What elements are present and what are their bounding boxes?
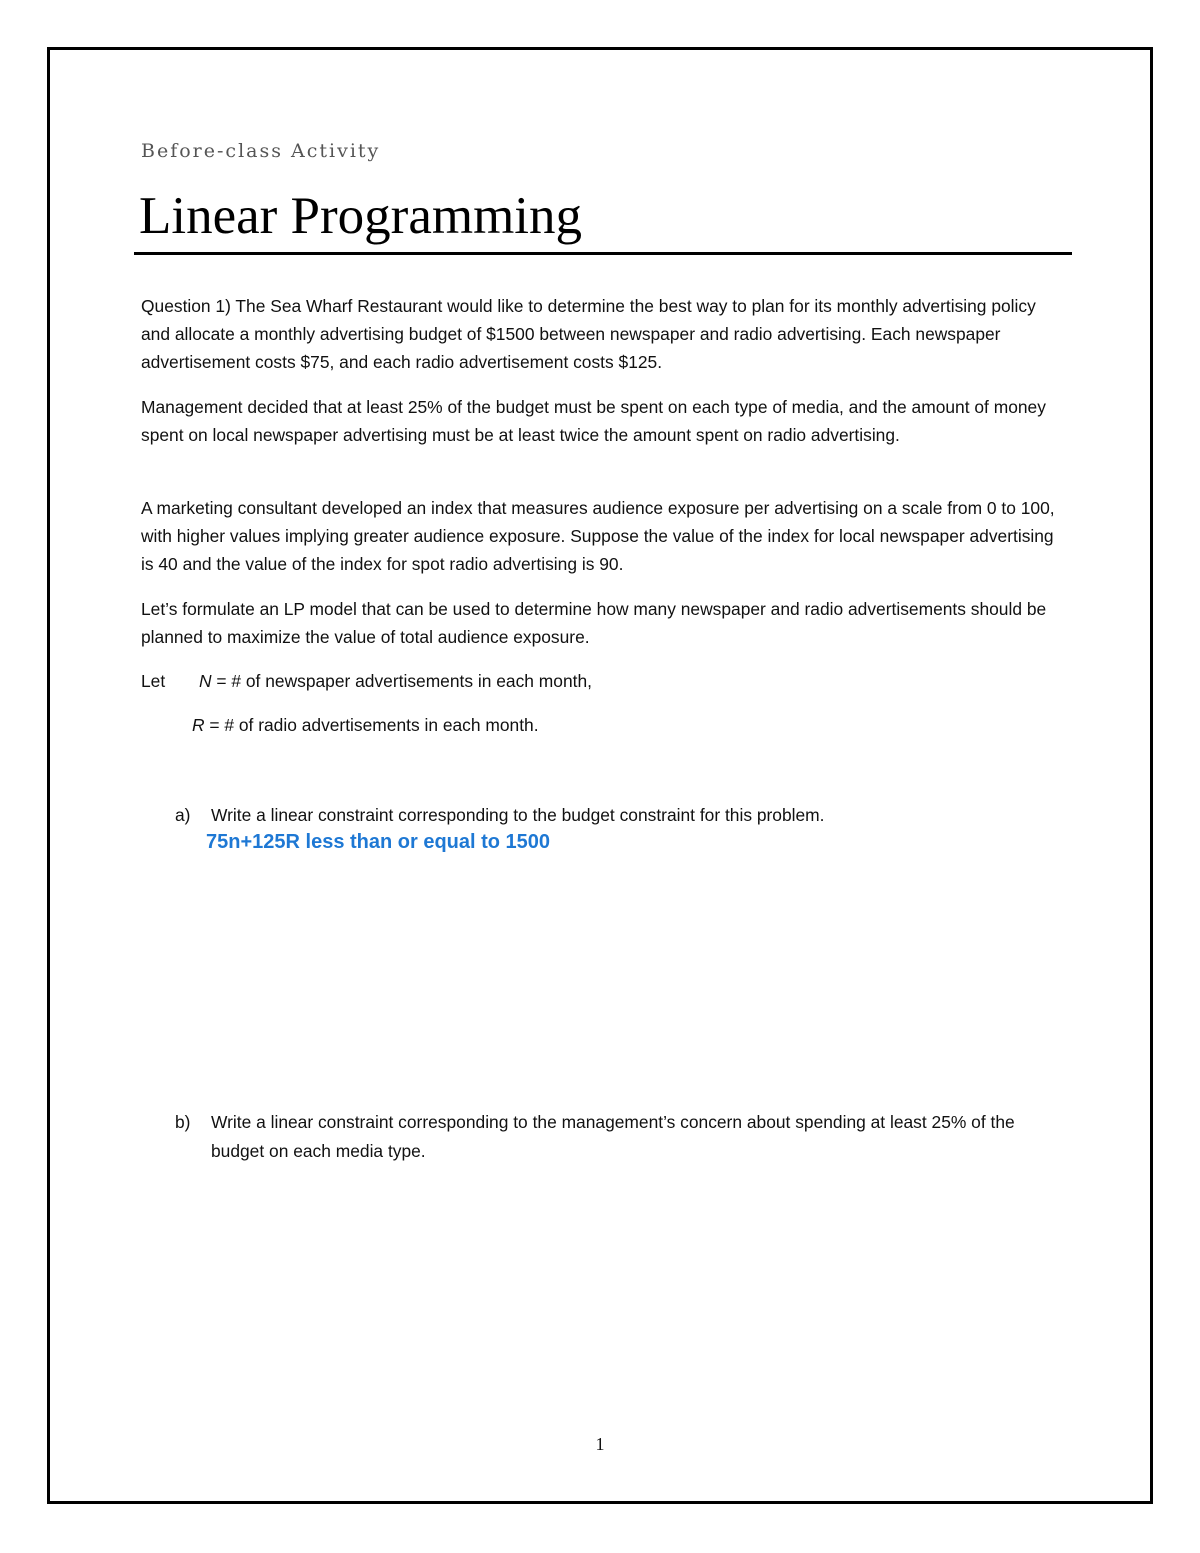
let-label: Let	[141, 671, 166, 691]
part-a-prompt: Write a linear constraint corresponding to the budget constraint for this problem.	[211, 805, 825, 825]
document-title: Linear Programming	[139, 187, 583, 245]
part-a-marker: a)	[175, 805, 191, 825]
question-intro-paragraph: Question 1) The Sea Wharf Restaurant would like to determine the best way to plan for its monthly advertising policy and allocate a monthly advertising budget of $1500 between newspaper and radio advertising. Each newspaper advertisement costs $75, and each radio advertisement costs $125.	[141, 296, 1036, 372]
variable-n-definition	[199, 667, 592, 695]
document-subtitle: Before-class Activity	[141, 140, 381, 162]
part-a-answer: 75n+125R less than or equal to 1500	[206, 831, 551, 853]
part-b-prompt: Write a linear constraint corresponding to the management’s concern about spending at least 25% of the budget on each media type.	[211, 1112, 1015, 1161]
formulate-paragraph: Let’s formulate an LP model that can be used to determine how many newspaper and radio advertisements should be planned to maximize the value of total audience exposure.	[141, 599, 1047, 647]
variable-r-text: = # of radio advertisements in each month.	[204, 715, 539, 735]
part-b-marker: b)	[175, 1112, 191, 1132]
variable-n-text: = # of newspaper advertisements in each month,	[211, 671, 592, 691]
index-paragraph: A marketing consultant developed an index that measures audience exposure per advertising on a scale from 0 to 100, with higher values implying greater audience exposure. Suppose the value of the index for local newspaper advertising is 40 and the value of the index for spot radio advertising is 90.	[141, 498, 1055, 574]
variable-n: N	[199, 671, 212, 691]
title-underline	[134, 252, 1072, 255]
variable-r: R	[192, 715, 205, 735]
management-paragraph: Management decided that at least 25% of the budget must be spent on each type of media, and the amount of money spent on local newspaper advertising must be at least twice the amount spent on radio advertising.	[141, 397, 1046, 445]
page-number: 1	[595, 1434, 605, 1454]
page-border	[47, 47, 1153, 1504]
variable-r-definition	[192, 711, 539, 739]
